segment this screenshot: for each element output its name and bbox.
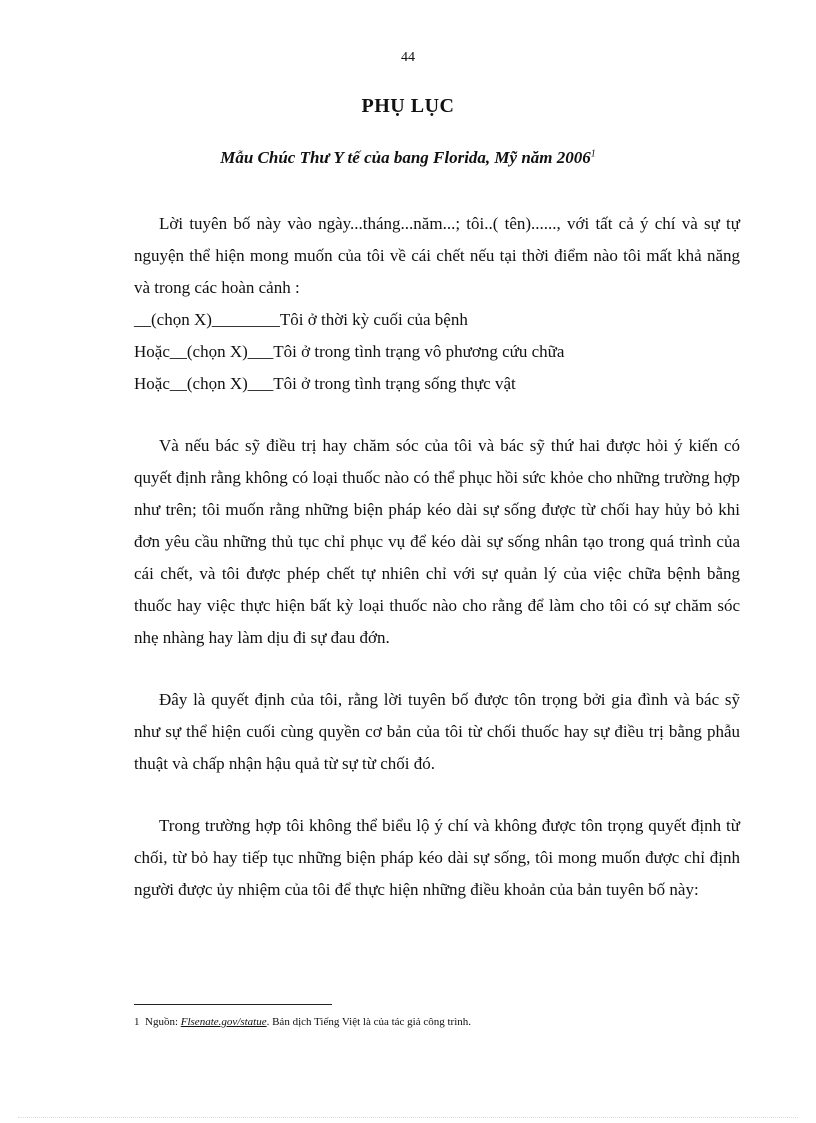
footnote-mark: 1 — [134, 1016, 140, 1028]
footnote-prefix: Nguồn: — [145, 1016, 181, 1028]
paragraph-declaration: Lời tuyên bố này vào ngày...tháng...năm...; tôi..( tên)......, với tất cả ý chí và sự tự nguyện thể hiện mong muốn của tôi về cái chết nếu tại thời điểm nào tôi mất khả năng và trong các hoàn cảnh : — [134, 214, 740, 297]
footnote-reference: 1 — [590, 148, 596, 160]
option-incurable-condition: Hoặc__(chọn X)___Tôi ở trong tình trạng vô phương cứu chữa — [134, 342, 565, 361]
footnote-divider — [134, 1004, 332, 1005]
page-title: PHỤ LỤC — [361, 95, 455, 117]
paragraph-medical-decision: Và nếu bác sỹ điều trị hay chăm sóc của tôi và bác sỹ thứ hai được hỏi ý kiến có quyết định rằng không có loại thuốc nào có thể phục hồi sức khỏe cho những trường hợp như trên; tôi muốn rằng những biện pháp kéo dài sự sống được từ chối hay hủy bỏ khi đơn yêu cầu những thủ tục chỉ phục vụ để kéo dài sự sống nhân tạo trong quá trình của cái chết, và tôi được phép chết tự nhiên chỉ với sự quản lý của việc chữa bệnh bằng thuốc hay việc thực hiện bất kỳ loại thuốc nào cho rằng để làm cho tôi có sự chăm sóc nhẹ nhàng hay làm dịu đi sự đau đớn. — [134, 436, 740, 647]
page-number: 44 — [401, 50, 415, 65]
option-terminal-illness: __(chọn X)________Tôi ở thời kỳ cuối của bệnh — [134, 310, 468, 329]
paragraph-proxy: Trong trường hợp tôi không thể biểu lộ ý chí và không được tôn trọng quyết định từ chối, từ bỏ hay tiếp tục những biện pháp kéo dài sự sống, tôi mong muốn được chỉ định người được ủy nhiệm của tôi để thực hiện những điều khoản của bản tuyên bố này: — [134, 816, 740, 899]
option-vegetative-state: Hoặc__(chọn X)___Tôi ở trong tình trạng sống thực vật — [134, 374, 516, 393]
document-subtitle — [0, 148, 816, 168]
footnote-suffix: . Bản dịch Tiếng Việt là của tác giả công trình. — [266, 1016, 472, 1028]
document-body — [134, 208, 740, 906]
page-bottom-border — [18, 1117, 798, 1118]
paragraph-final-decision: Đây là quyết định của tôi, rằng lời tuyên bố được tôn trọng bởi gia đình và bác sỹ như sự thể hiện cuối cùng quyền cơ bản của tôi từ chối thuốc hay sự điều trị bằng phẫu thuật và chấp nhận hậu quả từ sự từ chối đó. — [134, 690, 740, 773]
subtitle-text: Mẫu Chúc Thư Y tế của bang Florida, Mỹ năm 2006 — [220, 148, 591, 167]
footnote — [134, 1015, 740, 1029]
footnote-source-link[interactable]: Flsenate.gov/statue — [180, 1016, 267, 1028]
